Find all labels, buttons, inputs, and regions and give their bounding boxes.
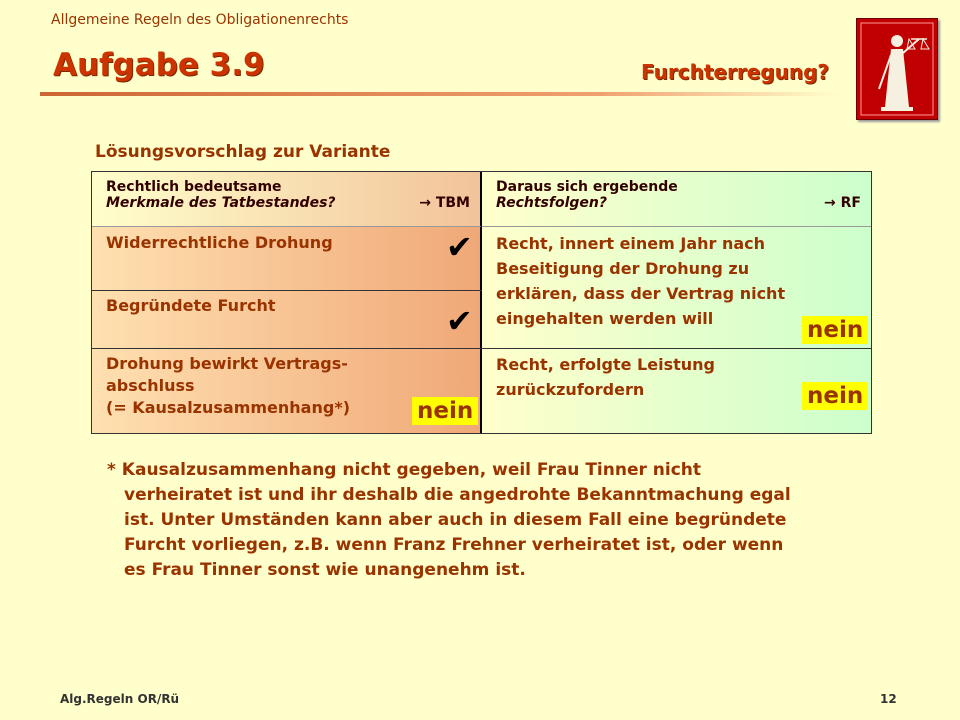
footnote-line: es Frau Tinner sonst wie unangenehm ist. xyxy=(124,560,526,580)
header-right-line2: Rechtsfolgen? xyxy=(496,195,607,211)
footnote-line: ist. Unter Umständen kann aber auch in diesem Fall eine begründete xyxy=(124,510,787,530)
table-header-right xyxy=(482,172,871,227)
row-kausal-line2: abschluss xyxy=(106,376,195,395)
consequence-line: Recht, innert einem Jahr nach xyxy=(496,234,766,253)
header-left-line2: Merkmale des Tatbestandes? xyxy=(106,195,336,211)
row-divider xyxy=(482,348,871,349)
row-drohung: Widerrechtliche Drohung xyxy=(106,233,333,252)
nein-badge: nein xyxy=(802,382,868,410)
consequence-line: erklären, dass der Vertrag nicht xyxy=(496,284,786,303)
check-icon: ✔ xyxy=(446,228,473,266)
slide-subtitle: Furchterregung? xyxy=(641,60,829,84)
course-title: Allgemeine Regeln des Obligationenrechts xyxy=(51,12,349,28)
consequence-line: Beseitigung der Drohung zu xyxy=(496,259,750,278)
page-number: 12 xyxy=(880,692,897,706)
consequence-line: Recht, erfolgte Leistung xyxy=(496,355,715,374)
consequence-line: zurückzufordern xyxy=(496,380,645,399)
header-right-line1: Daraus sich ergebende xyxy=(496,179,678,195)
table-row xyxy=(92,290,482,348)
table-header-left xyxy=(92,172,482,227)
table-row xyxy=(92,227,482,290)
nein-badge: nein xyxy=(802,316,868,344)
footnote-line: Furcht vorliegen, z.B. wenn Franz Frehner verheiratet ist, oder wenn xyxy=(124,535,784,555)
row-kausal-line1: Drohung bewirkt Vertrags- xyxy=(106,354,348,373)
row-kausal-line3: (= Kausalzusammenhang*) xyxy=(106,398,350,417)
title-underline xyxy=(40,92,840,96)
consequence-line: eingehalten werden will xyxy=(496,309,714,328)
footnote-line: * Kausalzusammenhang nicht gegeben, weil Frau Tinner nicht xyxy=(107,460,702,480)
footnote xyxy=(107,458,877,583)
slide-title: Aufgabe 3.9 xyxy=(53,47,265,83)
row-furcht: Begründete Furcht xyxy=(106,296,276,315)
row-divider xyxy=(92,348,482,349)
tbm-tag: → TBM xyxy=(419,195,470,211)
analysis-table xyxy=(91,171,872,434)
check-icon: ✔ xyxy=(446,302,473,340)
rf-tag: → RF xyxy=(824,195,861,211)
footnote-line: verheiratet ist und ihr deshalb die angedrohte Bekanntmachung egal xyxy=(124,485,791,505)
footer-label: Alg.Regeln OR/Rü xyxy=(60,692,180,706)
solution-heading: Lösungsvorschlag zur Variante xyxy=(95,142,391,162)
nein-badge: nein xyxy=(412,397,478,425)
header-left-line1: Rechtlich bedeutsame xyxy=(106,179,282,195)
row-divider xyxy=(92,290,482,291)
justitia-icon xyxy=(856,18,938,120)
